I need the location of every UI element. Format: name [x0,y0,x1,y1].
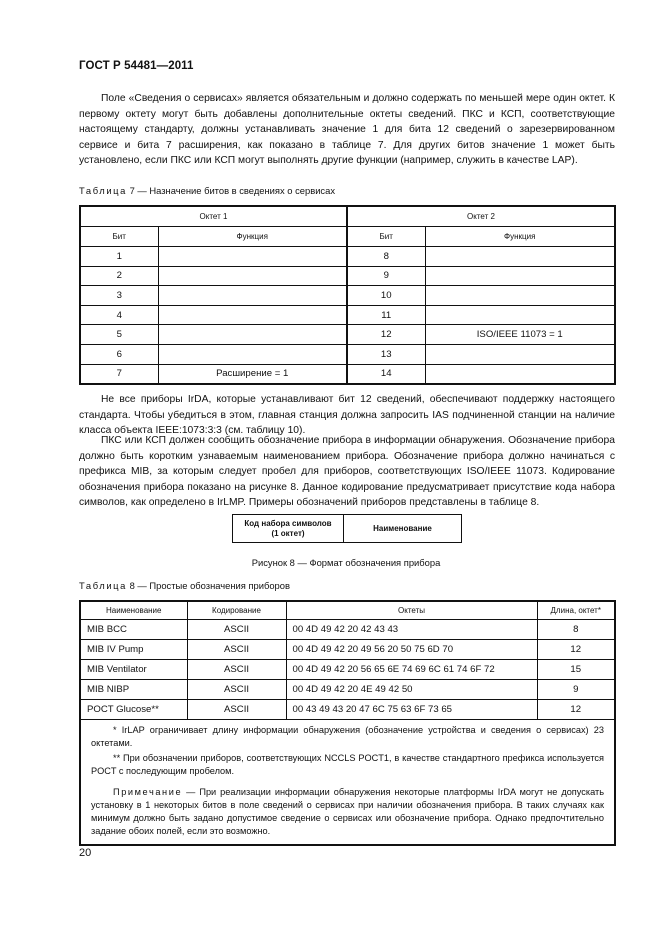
table8-note [91,786,604,838]
function-cell [425,344,615,364]
function-cell: Расширение = 1 [158,364,347,384]
table8-col-length: Длина, октет* [537,601,615,620]
table8-note-label: Примечание [113,787,183,797]
device-name-cell: MIB IV Pump [80,640,187,660]
function-cell [158,247,347,267]
table8-col-encoding: Кодирование [187,601,286,620]
page-number: 20 [79,847,92,859]
function-cell: ISO/IEEE 11073 = 1 [425,325,615,345]
table7-col-bit1: Бит [80,227,158,247]
table8-footnote-2: ** При обозначении приборов, соответствующих NCCLS POCT1, в качестве стандартного префикса используется POCT с последующим пробелом. [91,753,604,776]
bit-cell: 13 [347,344,425,364]
device-name-cell: MIB BCC [80,620,187,640]
table8-caption-text: 8 — Простые обозначения приборов [129,580,290,591]
length-cell: 15 [537,660,615,680]
encoding-cell: ASCII [187,700,286,720]
octets-cell: 00 4D 49 42 20 42 43 43 [286,620,537,640]
figure8-designation-format [232,514,462,543]
table8-caption-word: Таблица [79,580,127,591]
bit-cell: 3 [80,286,158,306]
table-row [80,286,615,306]
table8-col-name: Наименование [80,601,187,620]
device-name-cell: MIB Ventilator [80,660,187,680]
paragraph-irda-support: Не все приборы IrDA, которые устанавливают бит 12 сведений, обеспечивают поддержку настоящего стандарта. Чтобы убедиться в этом, главная станция должна запросить IAS подчиненной станции на наличие класса объекта IEEE:1073:3:3 (см. таблицу 10). [79,394,615,436]
table-row [80,620,615,640]
document-code: ГОСТ Р 54481—2011 [79,60,194,72]
table7-caption-word: Таблица [79,185,127,196]
length-cell: 9 [537,680,615,700]
encoding-cell: ASCII [187,680,286,700]
table-row [80,266,615,286]
table7-group-octet2: Октет 2 [347,206,615,227]
figure8-caption: Рисунок 8 — Формат обозначения прибора [251,557,441,568]
bit-cell: 7 [80,364,158,384]
bit-cell: 8 [347,247,425,267]
table-row [80,305,615,325]
bit-cell: 14 [347,364,425,384]
function-cell [158,305,347,325]
bit-cell: 4 [80,305,158,325]
device-name-cell: MIB NIBP [80,680,187,700]
table8-device-designations [79,600,616,846]
function-cell [158,286,347,306]
table-row [80,680,615,700]
table-row [80,325,615,345]
table7-bit-assignment [79,205,616,385]
table7-col-function2: Функция [425,227,615,247]
table8-notes-cell [80,720,615,846]
function-cell [425,305,615,325]
table-row [80,660,615,680]
table8-col-octets: Октеты [286,601,537,620]
bit-cell: 5 [80,325,158,345]
figure8-charset-code-cell [233,515,344,542]
paragraph-device-designation: ПКС или КСП должен сообщить обозначение прибора в информации обнаружения. Обозначение прибора должно быть коротким узнаваемым наименованием прибора. Обозначение прибора должно начинаться с префикса MIB, за которым следует пробел для приборов, соответствующих ISO/IEEE 11073. Кодирование обозначения прибора показано на рисунке 8. Данное кодирование предусматривает присутствие кода набора символов, как определено в IrLMP. Примеры обозначений приборов представлены в таблице 8. [79,435,615,508]
function-cell [425,266,615,286]
function-cell [425,286,615,306]
table8-notes-row [80,720,615,846]
bit-cell: 9 [347,266,425,286]
function-cell [158,266,347,286]
encoding-cell: ASCII [187,660,286,680]
device-name-cell: POCT Glucose** [80,700,187,720]
function-cell [158,344,347,364]
bit-cell: 10 [347,286,425,306]
length-cell: 12 [537,700,615,720]
table-row [80,700,615,720]
octets-cell: 00 43 49 43 20 47 6C 75 63 6F 73 65 [286,700,537,720]
length-cell: 8 [537,620,615,640]
bit-cell: 11 [347,305,425,325]
table-row [80,364,615,384]
encoding-cell: ASCII [187,620,286,640]
bit-cell: 6 [80,344,158,364]
table7-caption [79,185,335,196]
figure8-charset-code-label: Код набора символов [244,518,332,528]
table-row [80,247,615,267]
table7-col-function1: Функция [158,227,347,247]
table7-col-bit2: Бит [347,227,425,247]
octets-cell: 00 4D 49 42 20 49 56 20 50 75 6D 70 [286,640,537,660]
octets-cell: 00 4D 49 42 20 56 65 6E 74 69 6C 61 74 6F 72 [286,660,537,680]
bit-cell: 12 [347,325,425,345]
table-row [80,344,615,364]
bit-cell: 1 [80,247,158,267]
paragraph-services-info: Поле «Сведения о сервисах» является обязательным и должно содержать по меньшей мере один октет. К первому октету могут быть добавлены дополнительные октеты сведений. ПКС и КСП, соответствующие настоящему стандарту, должны устанавливать значение 1 для бита 12 сведений о зарезервированном сервисе и бита 7 расширения, как показано в таблице 7. Для других битов значение 1 может быть установлено, если ПКС или КСП могут выполнять другие функции (например, служить в качестве LAP). [79,93,615,166]
function-cell [425,247,615,267]
figure8-name-cell: Наименование [373,523,432,533]
encoding-cell: ASCII [187,640,286,660]
table8-caption [79,580,290,591]
table7-group-octet1: Октет 1 [80,206,347,227]
function-cell [158,325,347,345]
octets-cell: 00 4D 49 42 20 4E 49 42 50 [286,680,537,700]
table7-caption-text: 7 — Назначение битов в сведениях о сервисах [129,185,336,196]
table8-footnote-1: * IrLAP ограничивает длину информации обнаружения (обозначение устройства и сведения о сервисах) 23 октетами. [91,725,604,748]
figure8-charset-code-size: (1 октет) [271,528,305,538]
length-cell: 12 [537,640,615,660]
table-row [80,640,615,660]
function-cell [425,364,615,384]
table8-note-text: — При реализации информации обнаружения некоторые платформы IrDA могут не допускать установку в 1 некоторых битов в поле сведений о сервисах при наличии обозначения прибора. В таких случаях как минимум должно быть задано допустимое сведение о сервисах или обозначение прибора. Однако предпочтительно задание обоих полей, если это возможно. [91,787,604,836]
bit-cell: 2 [80,266,158,286]
